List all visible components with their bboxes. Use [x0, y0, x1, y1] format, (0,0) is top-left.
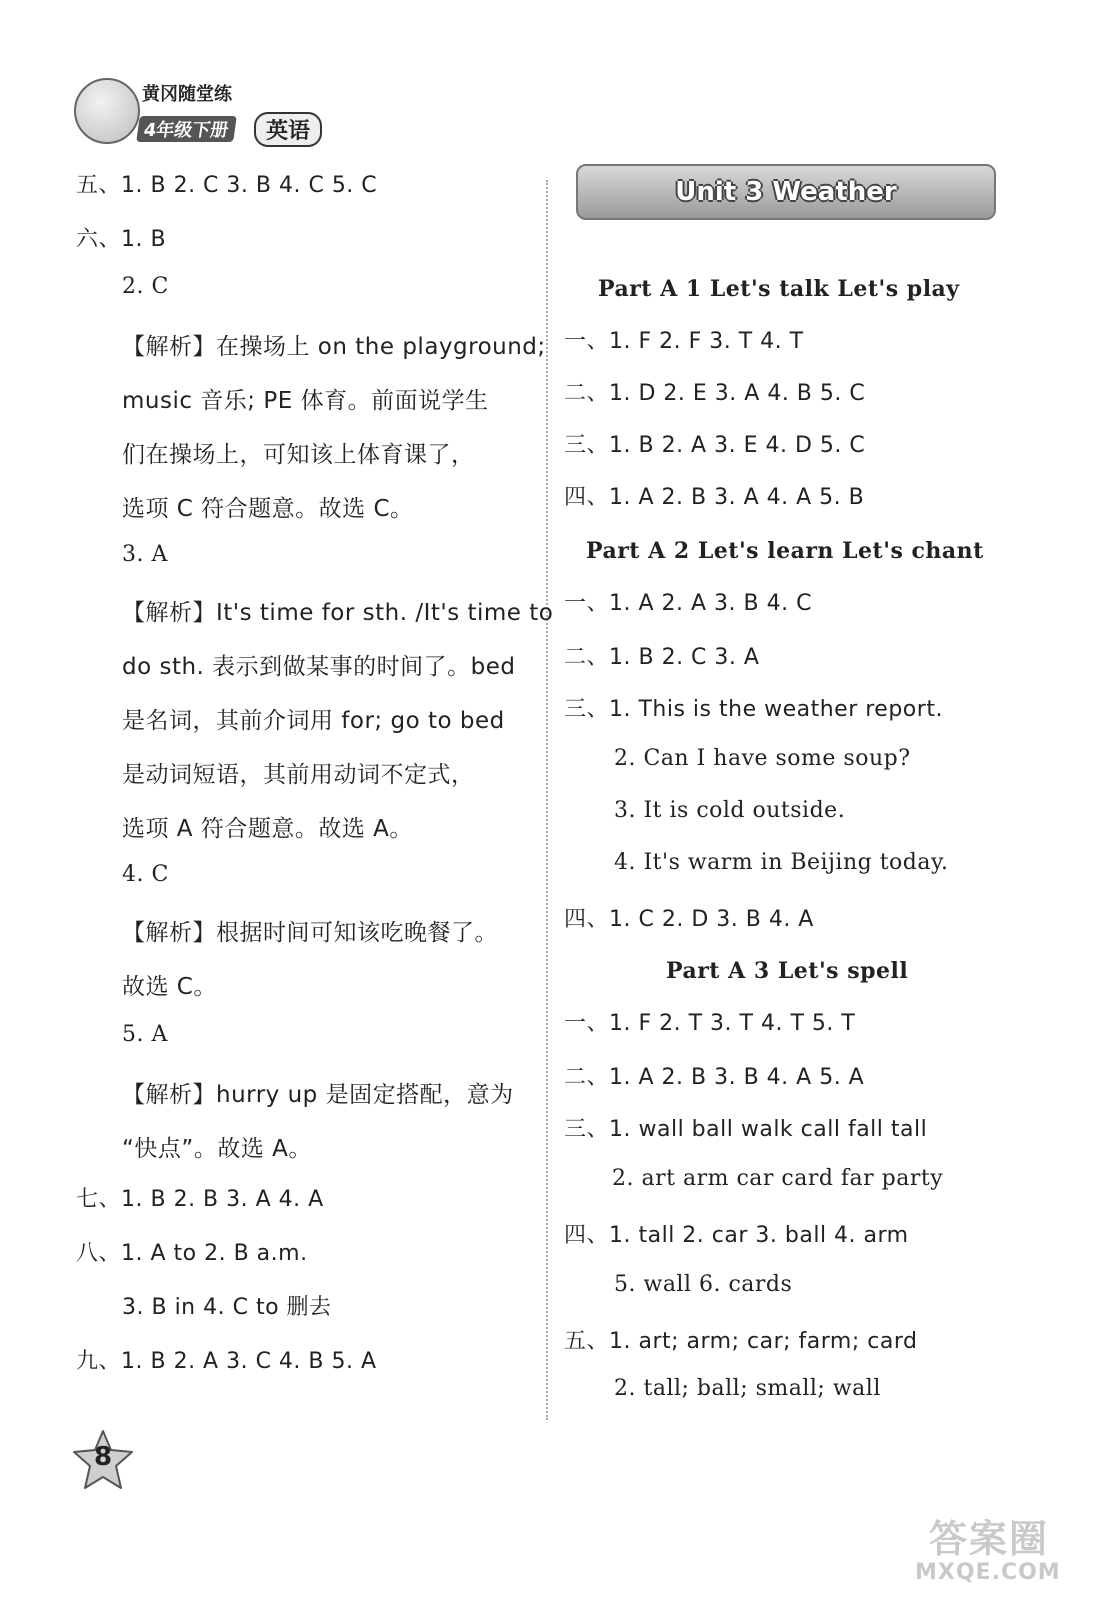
analysis-line: 故选 C。 — [122, 974, 217, 1000]
section-heading: Part A 3 Let's spell — [666, 958, 909, 984]
answer-line: 2. art arm car card far party — [612, 1166, 944, 1191]
answer-line: 3. B in 4. C to 删去 — [122, 1295, 332, 1320]
answer-line: 3. A — [122, 542, 168, 567]
answer-line: 二、1. A 2. B 3. B 4. A 5. A — [564, 1065, 865, 1090]
answer-line: 4. C — [122, 862, 169, 887]
answer-line: 三、1. This is the weather report. — [564, 697, 943, 722]
book-title: 黄冈随堂练 — [142, 84, 232, 105]
watermark — [915, 1508, 1105, 1592]
answer-line: 六、1. B — [76, 227, 167, 252]
answer-line: 2. C — [122, 274, 169, 299]
answer-line: 二、1. B 2. C 3. A — [564, 645, 760, 670]
unit-banner — [576, 164, 996, 220]
analysis-line: 【解析】It's time for sth. /It's time to — [122, 600, 554, 626]
answer-line: 2. Can I have some soup? — [614, 746, 911, 771]
answer-line: 三、1. B 2. A 3. E 4. D 5. C — [564, 433, 866, 458]
analysis-line: 是动词短语，其前用动词不定式， — [122, 762, 475, 788]
analysis-line: music 音乐; PE 体育。前面说学生 — [122, 388, 489, 414]
watermark-logo-text: 答案圈 — [929, 1517, 1050, 1561]
answer-line: 4. It's warm in Beijing today. — [614, 850, 949, 875]
page-number: 8 — [93, 1442, 113, 1472]
answer-line: 五、1. art; arm; car; farm; card — [564, 1329, 918, 1354]
watermark-url: MXQE.COM — [915, 1560, 1061, 1585]
answer-line: 九、1. B 2. A 3. C 4. B 5. A — [76, 1349, 377, 1374]
answer-line: 四、1. C 2. D 3. B 4. A — [564, 907, 814, 932]
page-number-badge — [70, 1428, 136, 1494]
answer-line: 3. It is cold outside. — [614, 798, 846, 823]
answer-line: 八、1. A to 2. B a.m. — [76, 1241, 308, 1266]
analysis-line: 选项 A 符合题意。故选 A。 — [122, 816, 413, 842]
answer-line: 5. wall 6. cards — [614, 1272, 793, 1297]
answer-line: 一、1. F 2. F 3. T 4. T — [564, 329, 804, 354]
analysis-line: 【解析】在操场上 on the playground; — [122, 334, 546, 360]
section-heading: Part A 2 Let's learn Let's chant — [586, 538, 984, 564]
book-header — [74, 78, 354, 150]
analysis-line: do sth. 表示到做某事的时间了。bed — [122, 654, 516, 680]
unit-title: Unit 3 Weather — [675, 177, 897, 207]
analysis-line: 【解析】根据时间可知该吃晚餐了。 — [122, 920, 498, 946]
answer-line: 四、1. A 2. B 3. A 4. A 5. B — [564, 485, 865, 510]
answer-line: 5. A — [122, 1022, 168, 1047]
analysis-line: 【解析】hurry up 是固定搭配，意为 — [122, 1082, 514, 1108]
smiley-logo-icon — [74, 78, 140, 144]
answer-line: 七、1. B 2. B 3. A 4. A — [76, 1187, 324, 1212]
column-divider — [546, 180, 548, 1420]
analysis-line: 是名词，其前介词用 for; go to bed — [122, 708, 505, 734]
analysis-line: 们在操场上，可知该上体育课了， — [122, 442, 475, 468]
subject-label: 英语 — [254, 112, 322, 147]
analysis-line: 选项 C 符合题意。故选 C。 — [122, 496, 414, 522]
answer-line: 一、1. F 2. T 3. T 4. T 5. T — [564, 1011, 856, 1036]
analysis-line: “快点”。故选 A。 — [122, 1136, 312, 1162]
answer-line: 2. tall; ball; small; wall — [614, 1376, 881, 1401]
answer-line: 五、1. B 2. C 3. B 4. C 5. C — [76, 173, 378, 198]
answer-line: 一、1. A 2. A 3. B 4. C — [564, 591, 812, 616]
answer-line: 三、1. wall ball walk call fall tall — [564, 1117, 928, 1142]
grade-label: 4年级下册 — [136, 116, 236, 142]
answer-line: 四、1. tall 2. car 3. ball 4. arm — [564, 1223, 909, 1248]
section-heading: Part A 1 Let's talk Let's play — [598, 276, 960, 302]
answer-line: 二、1. D 2. E 3. A 4. B 5. C — [564, 381, 866, 406]
